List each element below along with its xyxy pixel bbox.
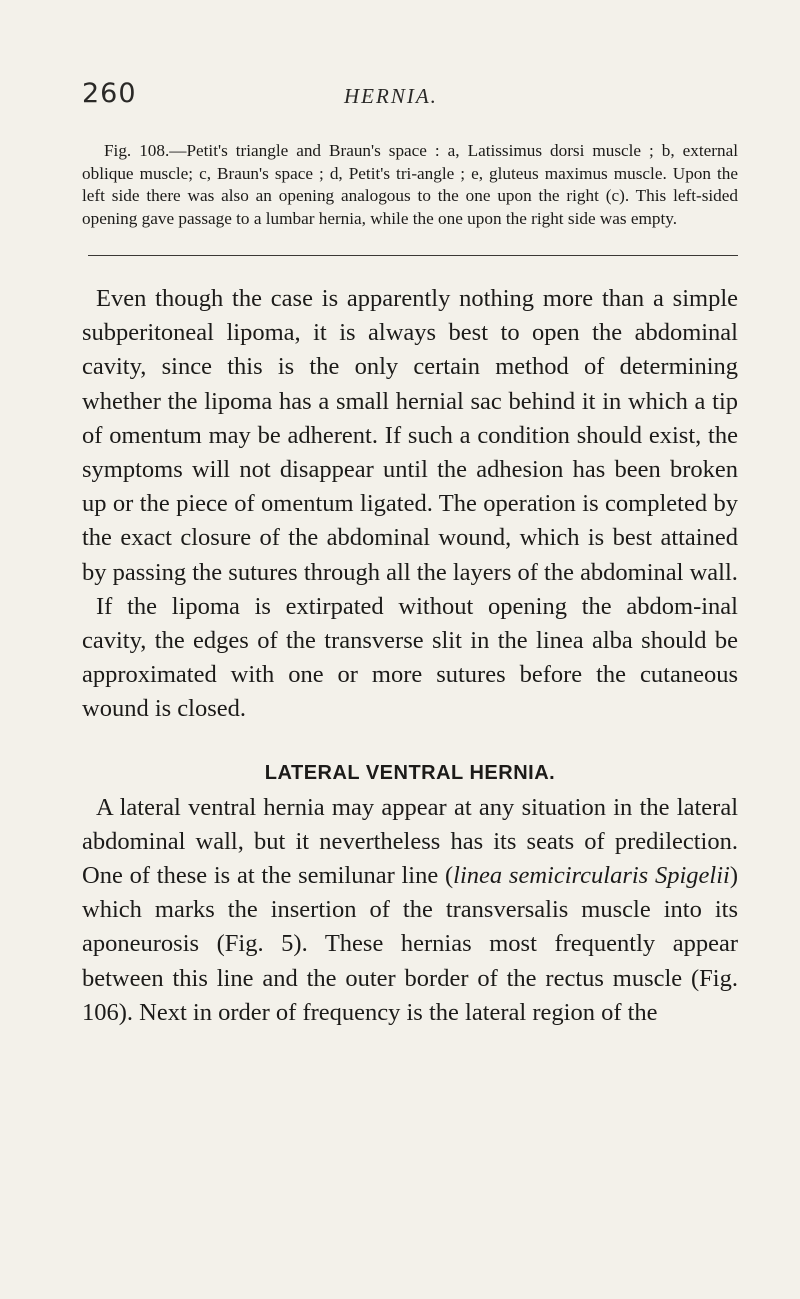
paragraph-extirpation: If the lipoma is extirpated without opening the abdom-inal cavity, the edges of the transverse slit in the linea alba should be approximated with one or more sutures before the cutaneous wound is closed. (82, 592, 738, 723)
section-heading: LATERAL VENTRAL HERNIA. (264, 761, 556, 784)
paragraph-lateral-hernia-end: ) which marks the insertion of the transversalis muscle into its aponeurosis (Fig. 5). These hernias most frequently appear between this line and the outer border of the rectus muscle (Fig. 106). Next in order of frequency is the lateral region of the (82, 862, 738, 1026)
running-title: HERNIA. (344, 84, 438, 108)
paragraph-lateral-hernia-start: A lateral ventral hernia may appear at any situation in the lateral abdominal wall, but it nevertheless has its seats of predilection. One of these is at the semilunar line ( (82, 793, 738, 890)
paragraph-lipoma-operation: Even though the case is apparently nothing more than a simple subperitoneal lipoma, it is always best to open the abdominal cavity, since this is the only certain method of determining whether the lipoma has a small hernial sac behind it in which a tip of omentum may be adherent. If such a condition should exist, the symptoms will not disappear until the adhesion has been broken up or the piece of omentum ligated. The operation is completed by the exact closure of the abdominal wound, which is best attained by passing the sutures through all the layers of the abdominal wall. (82, 285, 738, 586)
latin-term: linea semicircularis Spigelii (453, 862, 730, 890)
caption-divider (88, 255, 738, 256)
main-text (82, 282, 738, 1030)
figure-caption: Fig. 108.—Petit's triangle and Braun's space : a, Latissimus dorsi muscle ; b, external oblique muscle; c, Braun's space ; d, Petit's tri-angle ; e, gluteus maximus muscle. Upon the left side there was also an opening analogous to the one upon the right (c). This left-sided opening gave passage to a lumbar hernia, while the one upon the right side was empty. (82, 141, 738, 228)
running-head (82, 78, 732, 118)
page-number: 260 (82, 78, 137, 109)
paragraph-lateral-hernia (82, 791, 738, 1030)
